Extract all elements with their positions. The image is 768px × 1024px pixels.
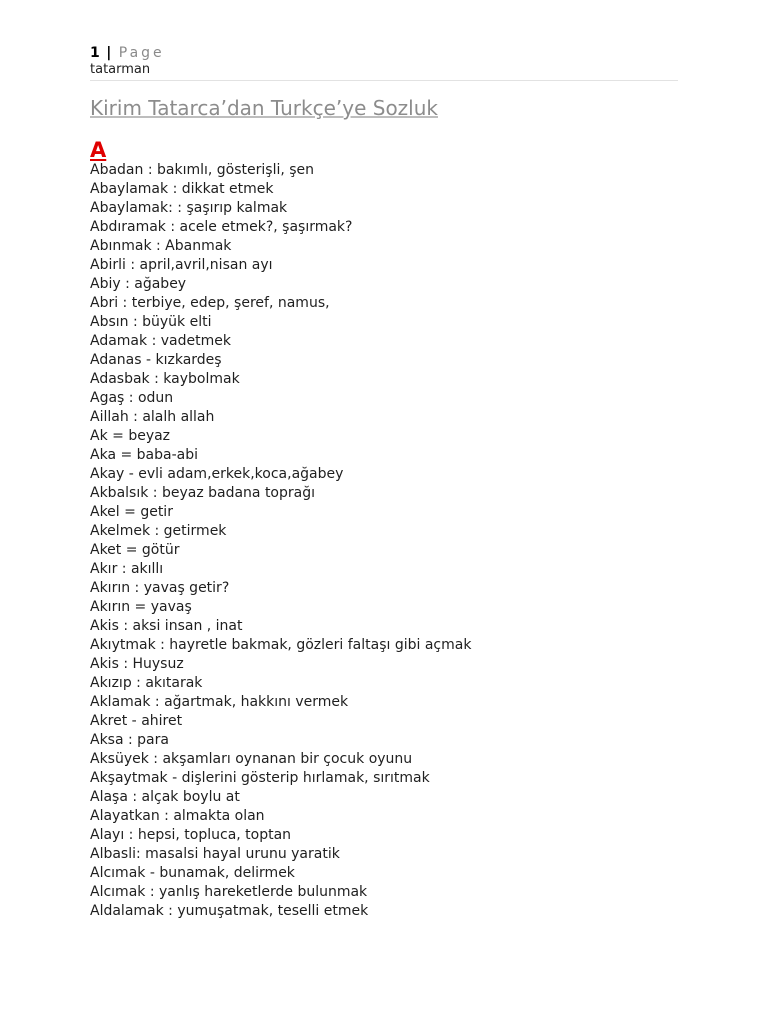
dictionary-entry: Abadan : bakımlı, gösterişli, şen — [90, 162, 315, 178]
dictionary-entry: Alayı : hepsi, topluca, toptan — [90, 827, 292, 843]
dictionary-entry: Alcımak : yanlış hareketlerde bulunmak — [90, 884, 368, 900]
page-separator: | — [106, 45, 112, 61]
dictionary-entry: Aksa : para — [90, 732, 169, 748]
dictionary-entry: Abaylamak: : şaşırıp kalmak — [90, 200, 288, 216]
dictionary-entry: Akbalsık : beyaz badana toprağı — [90, 485, 315, 501]
dictionary-entry: Alcımak - bunamak, delirmek — [90, 865, 295, 881]
dictionary-entry: Adasbak : kaybolmak — [90, 371, 240, 387]
dictionary-entry: Adamak : vadetmek — [90, 333, 231, 349]
page-label: Page — [118, 45, 165, 61]
dictionary-entry: Akelmek : getirmek — [90, 523, 227, 539]
dictionary-entry: Ak = beyaz — [90, 428, 171, 444]
header-divider — [90, 80, 678, 81]
dictionary-entry-list — [90, 161, 690, 921]
dictionary-entry: Agaş : odun — [90, 390, 174, 406]
dictionary-entry: Aklamak : ağartmak, hakkını vermek — [90, 694, 349, 710]
dictionary-entry: Akşaytmak - dişlerini gösterip hırlamak, sırıtmak — [90, 770, 430, 786]
dictionary-entry: Abınmak : Abanmak — [90, 238, 232, 254]
dictionary-entry: Abiy : ağabey — [90, 276, 187, 292]
author-name: tatarman — [90, 62, 151, 77]
dictionary-entry: Alaşa : alçak boylu at — [90, 789, 240, 805]
dictionary-entry: Albasli: masalsi hayal urunu yaratik — [90, 846, 340, 862]
dictionary-entry: Akis : Huysuz — [90, 656, 184, 672]
page-header — [90, 44, 678, 78]
dictionary-entry: Abri : terbiye, edep, şeref, namus, — [90, 295, 330, 311]
dictionary-entry: Alayatkan : almakta olan — [90, 808, 265, 824]
dictionary-entry: Akis : aksi insan , inat — [90, 618, 243, 634]
dictionary-entry: Akırın = yavaş — [90, 599, 192, 615]
dictionary-entry: Akır : akıllı — [90, 561, 164, 577]
dictionary-entry: Aka = baba-abi — [90, 447, 198, 463]
page-number-line — [90, 44, 678, 62]
dictionary-entry: Akel = getir — [90, 504, 173, 520]
document-title: Kirim Tatarca’dan Turkçe’ye Sozluk — [90, 96, 438, 120]
section-heading-letter: A — [90, 138, 107, 162]
dictionary-entry: Abaylamak : dikkat etmek — [90, 181, 274, 197]
dictionary-entry: Aket = götür — [90, 542, 180, 558]
dictionary-entry: Akırın : yavaş getir? — [90, 580, 230, 596]
dictionary-entry: Abdıramak : acele etmek?, şaşırmak? — [90, 219, 353, 235]
dictionary-entry: Akızıp : akıtarak — [90, 675, 203, 691]
dictionary-entry: Absın : büyük elti — [90, 314, 212, 330]
dictionary-entry: Akay - evli adam,erkek,koca,ağabey — [90, 466, 344, 482]
dictionary-entry: Abirli : april,avril,nisan ayı — [90, 257, 273, 273]
dictionary-entry: Akıytmak : hayretle bakmak, gözleri faltaşı gibi açmak — [90, 637, 472, 653]
dictionary-entry: Aillah : alalh allah — [90, 409, 215, 425]
dictionary-entry: Aldalamak : yumuşatmak, teselli etmek — [90, 903, 369, 919]
dictionary-entry: Adanas - kızkardeş — [90, 352, 222, 368]
page-number: 1 — [90, 45, 100, 61]
dictionary-entry: Aksüyek : akşamları oynanan bir çocuk oyunu — [90, 751, 413, 767]
dictionary-entry: Akret - ahiret — [90, 713, 183, 729]
